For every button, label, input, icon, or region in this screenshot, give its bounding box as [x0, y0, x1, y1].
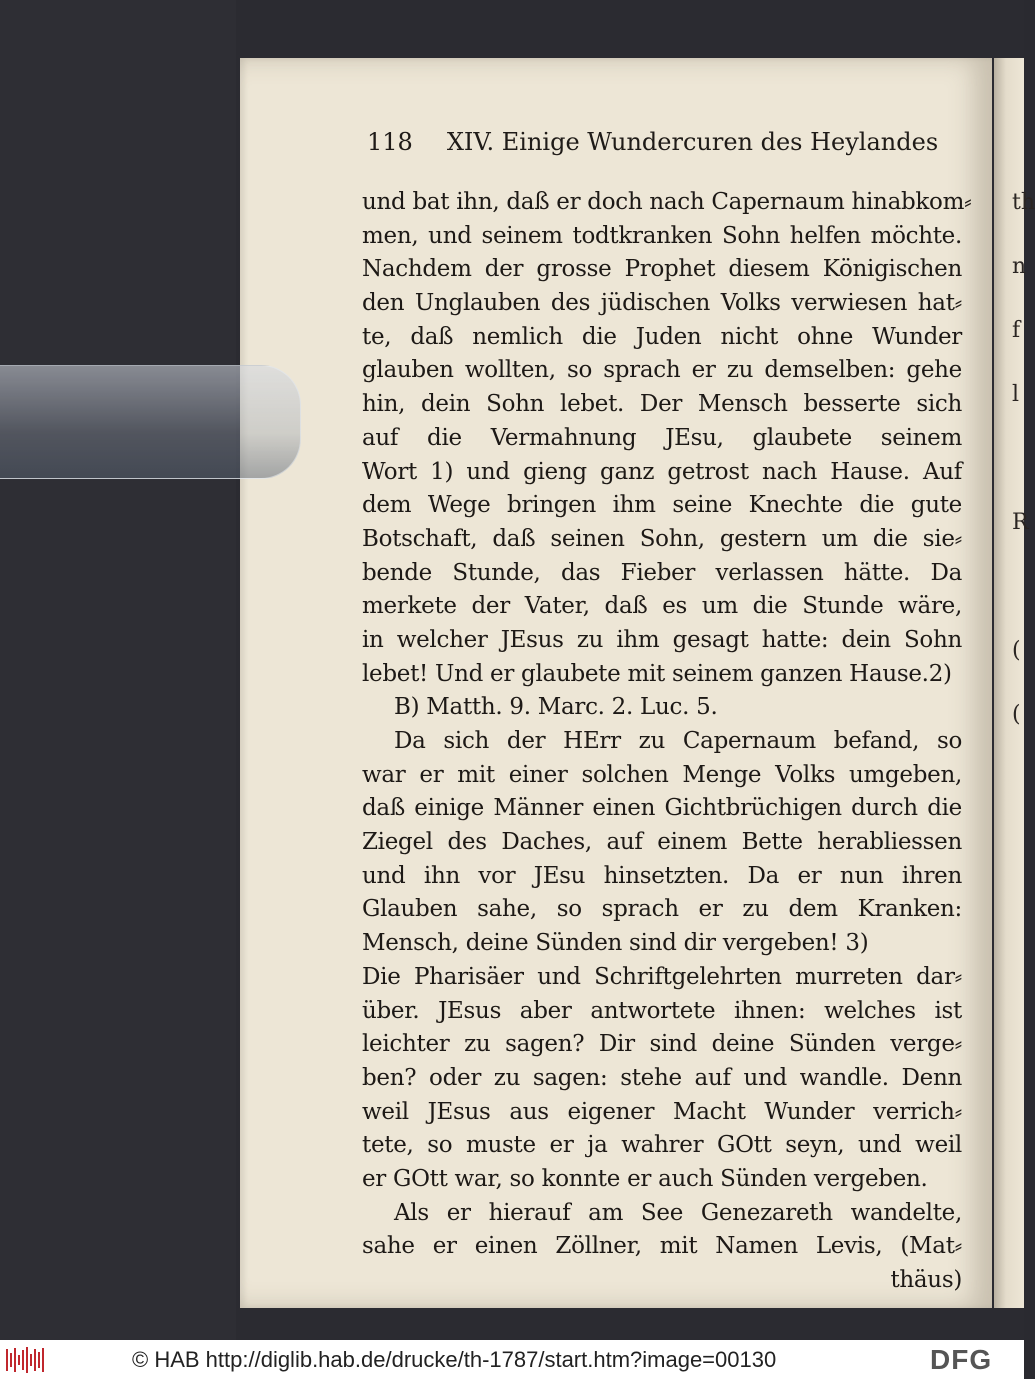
text-line: Wort 1) und gieng ganz getrost nach Hause. Auf [362, 458, 962, 485]
text-line: war er mit einer solchen Menge Volks umgeben, [362, 761, 962, 788]
facing-page-fragment: f [1012, 318, 1021, 343]
running-header [367, 128, 937, 156]
text-line: men, und seinem todtkranken Sohn helfen möchte. [362, 222, 962, 249]
book-cradle [0, 0, 236, 1340]
text-line: lebet! Und er glaubete mit seinem ganzen Hause.2) [362, 660, 952, 687]
page-body-text [362, 186, 972, 1298]
glass-page-holder [0, 365, 301, 479]
running-title: XIV. Einige Wundercuren des Heylandes [446, 128, 939, 156]
facing-page-fragment: l [1012, 382, 1020, 407]
text-line: Mensch, deine Sünden sind dir vergeben! 3) [362, 930, 869, 957]
facing-page-text-fragments [1012, 185, 1035, 761]
facing-page-fragment: ( [1012, 702, 1021, 727]
text-line: Nachdem der grosse Prophet diesem Königischen [362, 256, 962, 283]
page-number: 118 [367, 128, 413, 156]
text-line: weil JEsus aus eigener Macht Wunder verrich⸗ [362, 1098, 962, 1125]
text-line: über. JEsus aber antwortete ihnen: welches ist [362, 997, 962, 1024]
text-line: tete, so muste er ja wahrer GOtt seyn, und weil [362, 1132, 962, 1159]
text-line: glauben wollten, so sprach er zu demselben: gehe [362, 357, 962, 384]
text-line: te, daß nemlich die Juden nicht ohne Wunder [362, 323, 962, 350]
text-line: und ihn vor JEsu hinsetzten. Da er nun ihren [362, 862, 962, 889]
text-line: sahe er einen Zöllner, mit Namen Levis, (Mat⸗ [362, 1233, 962, 1260]
text-line: er GOtt war, so konnte er auch Sünden vergeben. [362, 1165, 928, 1192]
text-line: auf die Vermahnung JEsu, glaubete seinem [362, 424, 962, 451]
text-line: thäus) [890, 1267, 962, 1293]
text-line: B) Matth. 9. Marc. 2. Luc. 5. [394, 694, 718, 721]
text-line: dem Wege bringen ihm seine Knechte die gute [362, 492, 962, 519]
text-line: daß einige Männer einen Gichtbrüchigen durch die [362, 795, 962, 822]
text-line: merkete der Vater, daß es um die Stunde wäre, [362, 593, 962, 620]
dfg-logo[interactable]: DFG [930, 1344, 993, 1375]
text-line: Botschaft, daß seinen Sohn, gestern um die sie⸗ [362, 525, 962, 552]
text-line: Als er hierauf am See Genezareth wandelte, [394, 1199, 962, 1226]
facing-page-fragment: th [1012, 190, 1035, 215]
text-line: Glauben sahe, so sprach er zu dem Kranken: [362, 896, 962, 923]
text-line: Die Pharisäer und Schriftgelehrten murreten dar⸗ [362, 963, 962, 990]
text-line: und bat ihn, daß er doch nach Capernaum hinabkom⸗ [362, 189, 972, 215]
facing-page-fragment: n [1012, 254, 1027, 279]
facing-page-fragment [1012, 441, 1024, 505]
text-line: Ziegel des Daches, auf einem Bette herabliessen [362, 829, 962, 856]
text-line: leichter zu sagen? Dir sind deine Sünden verge⸗ [362, 1031, 962, 1058]
text-line: ben? oder zu sagen: stehe auf und wandle. Denn [362, 1064, 962, 1091]
text-line: den Unglauben des jüdischen Volks verwiesen hat⸗ [362, 290, 962, 317]
facing-page-fragment [1012, 569, 1024, 633]
text-line: Da sich der HErr zu Capernaum befand, so [394, 728, 962, 754]
copyright-url[interactable]: © HAB http://diglib.hab.de/drucke/th-1787/start.htm?image=00130 [132, 1347, 777, 1372]
viewer-footer [0, 1340, 1024, 1379]
text-line: in welcher JEsus zu ihm gesagt hatte: dein Sohn [362, 626, 962, 653]
text-line: bende Stunde, das Fieber verlassen hätte. Da [362, 559, 962, 586]
facing-page-fragment: R [1012, 510, 1029, 535]
text-line: hin, dein Sohn lebet. Der Mensch besserte sich [362, 391, 962, 418]
facing-page-fragment: ( [1012, 638, 1021, 663]
hab-logo-icon[interactable] [6, 1347, 46, 1373]
